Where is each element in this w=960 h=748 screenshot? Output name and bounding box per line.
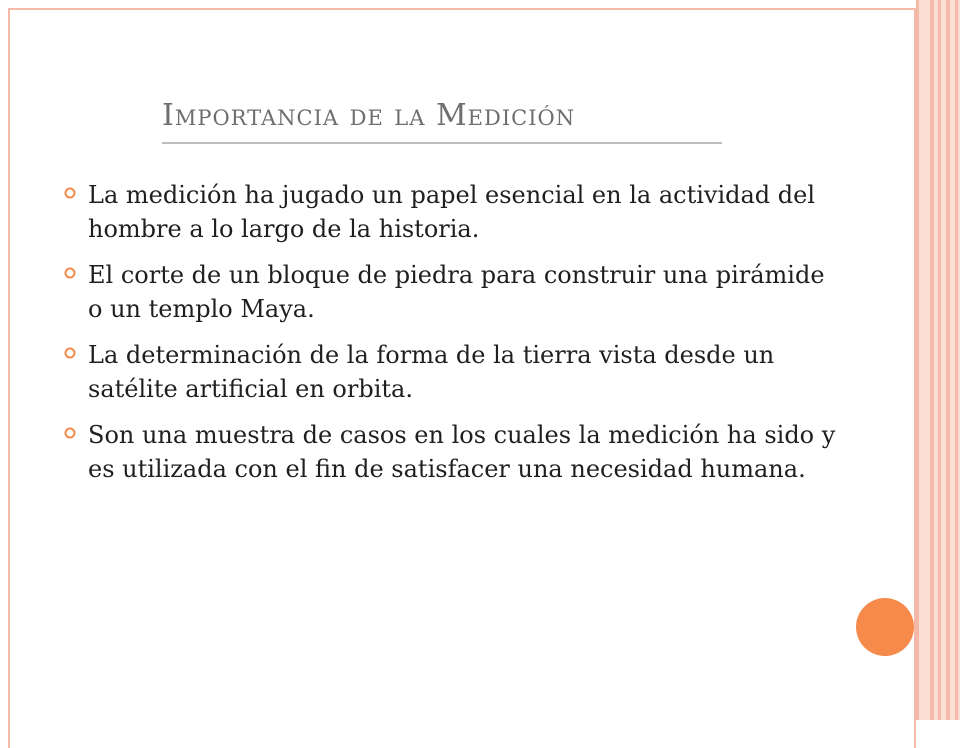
bullet-text: El corte de un bloque de piedra para construir una pirámide o un templo Maya.	[88, 261, 825, 323]
bullet-text: La determinación de la forma de la tierra vista desde un satélite artificial en orbita.	[88, 341, 775, 403]
open-circle-icon	[64, 187, 76, 199]
slide-title: Importancia de la Medición	[162, 98, 576, 133]
open-circle-icon	[64, 347, 76, 359]
decorative-circle	[856, 598, 914, 656]
bullet-item	[58, 178, 838, 246]
bullet-item	[58, 258, 838, 326]
bullet-text: La medición ha jugado un papel esencial en la actividad del hombre a lo largo de la historia.	[88, 181, 816, 243]
bullet-item	[58, 418, 838, 486]
open-circle-icon	[64, 267, 76, 279]
title-underline	[162, 142, 722, 144]
stripe	[938, 0, 941, 720]
stripe	[930, 0, 934, 720]
open-circle-icon	[64, 427, 76, 439]
bullet-text: Son una muestra de casos en los cuales la medición ha sido y es utilizada con el fin de satisfacer una necesidad humana.	[88, 421, 836, 483]
bullet-item	[58, 338, 838, 406]
stripe	[916, 0, 919, 720]
stripe	[955, 0, 958, 720]
stripe	[946, 0, 950, 720]
decorative-stripes	[916, 0, 960, 720]
bullet-list	[58, 178, 838, 498]
